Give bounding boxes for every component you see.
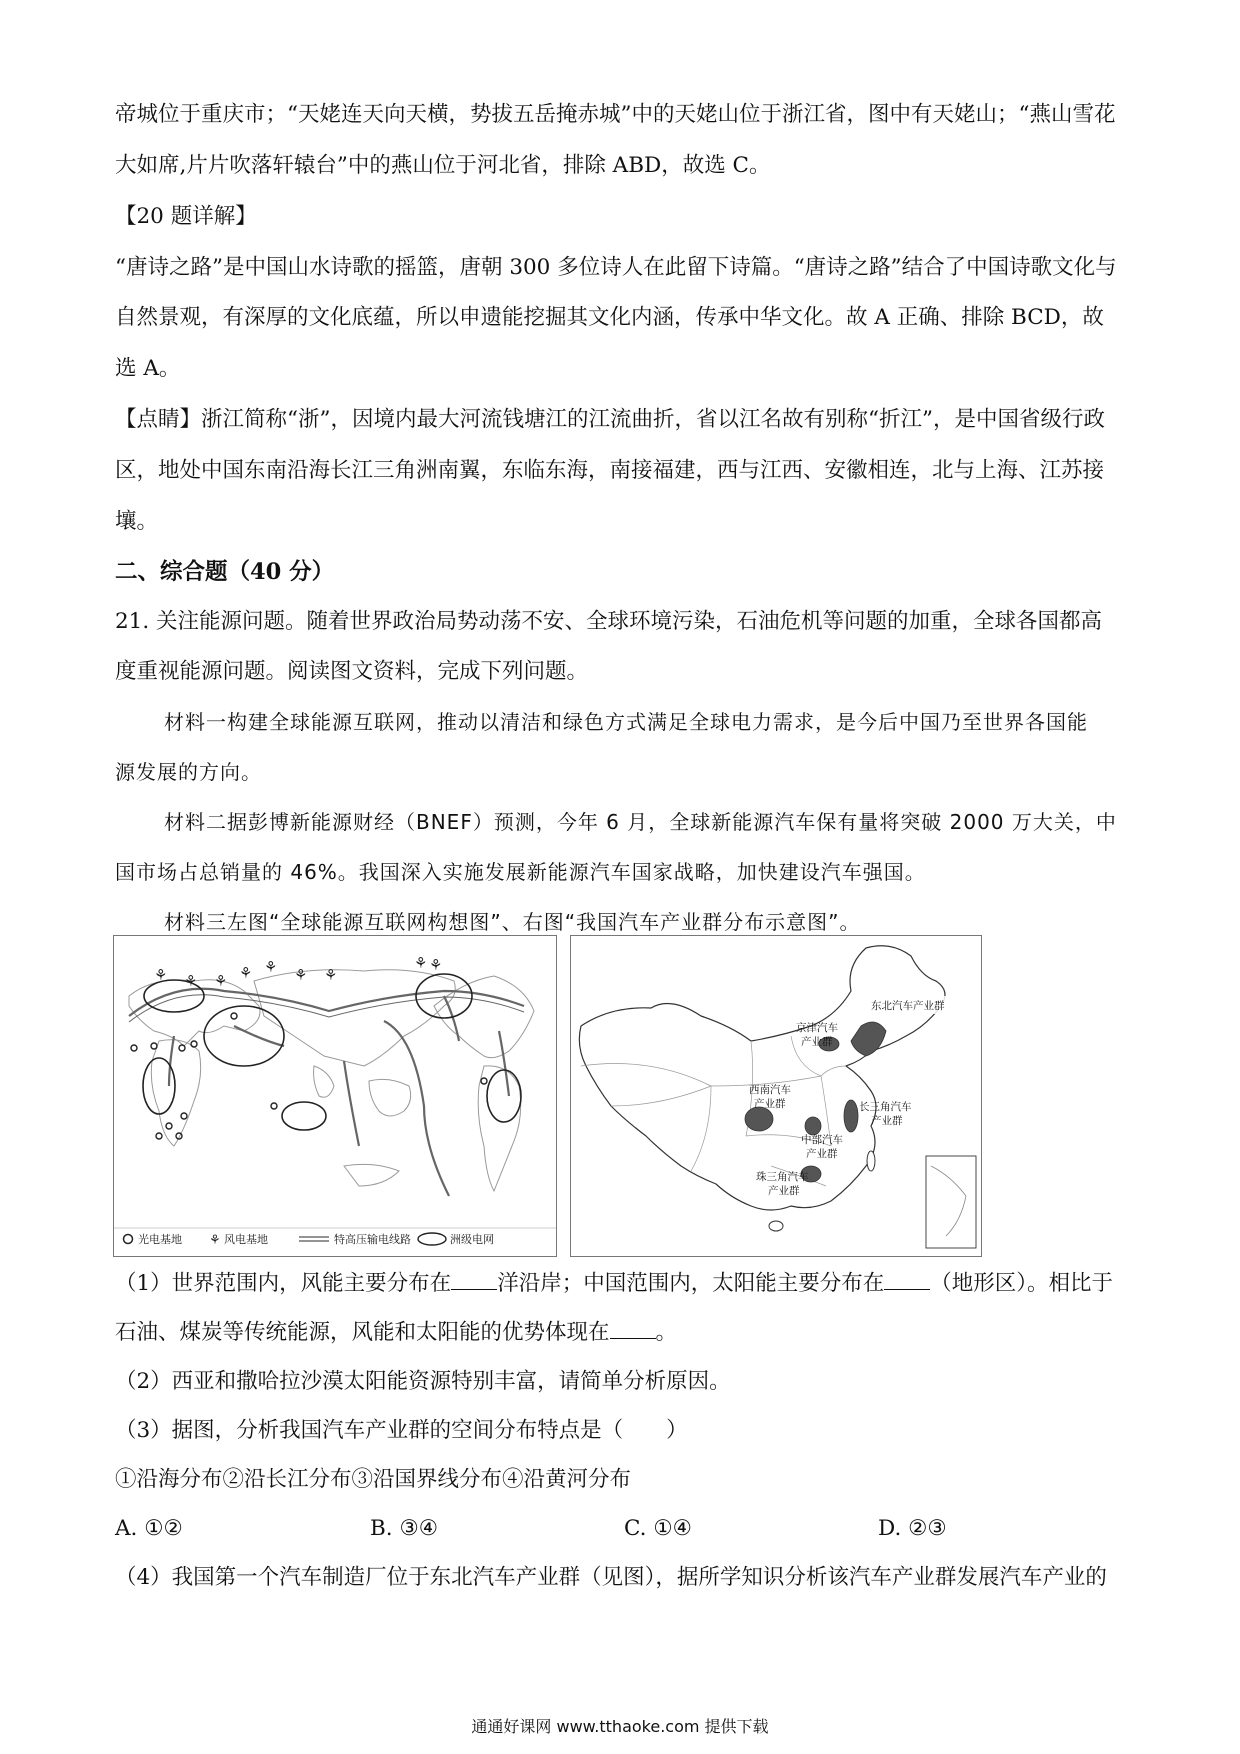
solar-base-icon [124,1235,133,1244]
china-map-drawing [571,936,981,1256]
question-1-text: （1）世界范围内，风能主要分布在 [115,1271,452,1296]
text-line: 自然景观，有深厚的文化底蕴，所以申遗能挖掘其文化内涵，传承中华文化。故 A 正确、排除 BCD，故 [115,305,1104,330]
svg-text:⚘: ⚘ [184,972,198,990]
label-pearl-cluster: 产业群 [768,1185,800,1197]
svg-text:⚘: ⚘ [239,964,253,982]
question-stem: 度重视能源问题。阅读图文资料，完成下列问题。 [115,659,589,684]
text-line: “唐诗之路”是中国山水诗歌的摇篮，唐朝 300 多位诗人在此留下诗篇。“唐诗之路”结合了中国诗歌文化与 [115,255,1117,280]
text-line: 【20 题详解】 [115,204,257,229]
question-1-text: 洋沿岸；中国范围内，太阳能主要分布在 [497,1271,885,1296]
text-line: 壤。 [115,509,159,534]
answer-blank[interactable] [884,1269,930,1290]
label-central-cluster: 中部汽车 [801,1134,843,1146]
question-3: （3）据图，分析我国汽车产业群的空间分布特点是（ ） [115,1418,688,1443]
world-map-drawing [114,936,556,1256]
option-b[interactable]: B. ③④ [370,1516,439,1541]
legend-uhv: 特高压输电线路 [334,1233,411,1246]
question-4: （4）我国第一个汽车制造厂位于东北汽车产业群（见图），据所学知识分析该汽车产业群发展汽车产业的 [115,1565,1107,1590]
svg-text:⚘: ⚘ [324,966,338,984]
legend-solar: 光电基地 [138,1233,182,1246]
option-c[interactable]: C. ①④ [624,1516,692,1541]
text-line: 大如席,片片吹落轩辕台”中的燕山位于河北省，排除 ABD，故选 C。 [115,153,771,178]
label-jingjin-cluster: 京津汽车 [796,1022,838,1034]
text-line: 【点睛】浙江简称“浙”，因境内最大河流钱塘江的江流曲折，省以江名故有别称“折江”，是中国省级行政 [115,407,1105,432]
label-central-cluster: 产业群 [806,1148,838,1160]
label-yangtze-cluster: 长三角汽车 [859,1101,912,1113]
question-stem: 21. 关注能源问题。随着世界政治局势动荡不安、全球环境污染，石油危机等问题的加重，全球各国都高 [115,609,1103,634]
text-line: 帝城位于重庆市；“天姥连天向天横，势拔五岳掩赤城”中的天姥山位于浙江省，图中有天姥山；“燕山雪花 [115,102,1116,127]
svg-text:⚘: ⚘ [294,966,308,984]
wind-base-icon: ⚘ [209,1233,221,1248]
world-energy-map [113,935,557,1257]
text-line: 选 A。 [115,356,181,381]
label-southwest-cluster: 产业群 [754,1098,786,1110]
label-southwest-cluster: 西南汽车 [749,1084,791,1096]
legend-wind: 风电基地 [224,1233,268,1246]
svg-text:⚘: ⚘ [214,972,228,990]
china-auto-cluster-map [570,935,982,1257]
svg-text:⚘: ⚘ [429,956,443,974]
question-1 [115,1268,1113,1300]
question-2: （2）西亚和撒哈拉沙漠太阳能资源特别丰富，请简单分析原因。 [115,1369,731,1394]
grid-ellipse-icon [418,1233,446,1245]
answer-blank[interactable] [610,1318,656,1339]
question-1-text: 。 [655,1320,678,1345]
material-1: 源发展的方向。 [115,760,262,784]
section-title: 二、综合题（40 分） [115,559,335,585]
material-1: 材料一构建全球能源互联网，推动以清洁和绿色方式满足全球电力需求，是今后中国乃至世界各国能 [164,710,1088,734]
page-footer: 通通好课网 www.tthaoke.com 提供下载 [471,1717,769,1736]
svg-text:⚘: ⚘ [414,954,428,972]
question-1-text: （地形区）。相比于 [930,1271,1113,1296]
option-d[interactable]: D. ②③ [878,1516,947,1541]
question-1-text: 石油、煤炭等传统能源，风能和太阳能的优势体现在 [115,1320,610,1345]
svg-text:⚘: ⚘ [154,966,168,984]
label-pearl-cluster: 珠三角汽车 [756,1171,809,1183]
label-jingjin-cluster: 产业群 [801,1036,833,1048]
text-line: 区，地处中国东南沿海长江三角洲南翼，东临东海，南接福建，西与江西、安徽相连，北与上海、江苏接 [115,458,1105,483]
answer-blank[interactable] [451,1269,497,1290]
material-3: 材料三左图“全球能源互联网构想图”、右图“我国汽车产业群分布示意图”。 [164,910,861,934]
question-3-items: ①沿海分布②沿长江分布③沿国界线分布④沿黄河分布 [115,1467,632,1492]
world-map-legend [124,1232,495,1248]
material-2: 材料二据彭博新能源财经（BNEF）预测，今年 6 月，全球新能源汽车保有量将突破 2000 万大关，中 [164,810,1117,834]
legend-grid: 洲级电网 [450,1233,494,1246]
question-1-cont [115,1317,677,1349]
label-northeast-cluster: 东北汽车产业群 [871,1000,945,1012]
svg-text:⚘: ⚘ [264,958,278,976]
material-2: 国市场占总销量的 46%。我国深入实施发展新能源汽车国家战略，加快建设汽车强国。 [115,860,926,884]
option-a[interactable]: A. ①② [115,1516,183,1541]
label-yangtze-cluster: 产业群 [871,1115,903,1127]
